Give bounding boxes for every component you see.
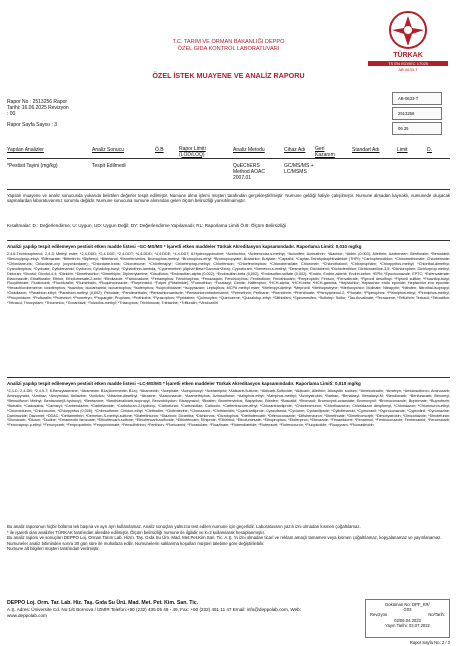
table-row (7, 163, 450, 185)
footer-address: A.Ş. Adres: Üniversite Cd. No:1/6 Bornova / İZMİR Telefon:+90 (232) 435 05 48 - 49, Fax: +90 (232) 461 11 47 Email: info@deppolab.com, Web: www.deppolab.com (7, 606, 301, 618)
divider (7, 189, 450, 190)
rev-date: 02/06.04.2023 (394, 617, 421, 623)
accreditation-boxes (392, 92, 442, 137)
rev-no: No/Tarih: (428, 612, 445, 618)
accred-box-3: 06.25 (392, 122, 442, 135)
report-pages: Rapor Sayfa Sayısı : 3 (7, 121, 58, 128)
footer-firm: DEPPO Loj. Orm. Tar. Lab. Hiz. Taş. Gıda Su Ürü. Mad. Met. Pet. Kim. San. Tic. (7, 600, 199, 606)
note-1: Bu analiz raporunun hiçbir bölümü tek başına ve ayrı ayrı kullanılamaz. Analiz sonuçları yalnızca test edilen numune için geçerlidir. Laboratuvarın yazılı izni olmadan kısmen çoğaltılamaz. (7, 524, 361, 529)
logo-name: TÜRKAK (393, 52, 423, 59)
col-recovery: Geri Kazanım (315, 146, 335, 158)
row-name: *Pestisit Tayini (mg/kg) (7, 163, 58, 169)
row-device: GC/MS/MS + LC/MSMS (284, 163, 314, 175)
gc-list-text: 2,4,6-Trichlorophenol; 2,4-D Methyl ester; *2,4-DDD; *2,4-DDE; *2,4-DDT; *4,4-DDD; *4,4-DDE; *4,4-DDT; 8-Hydroxyquinoline; *Acetochlor; *Acibenzolar-s-methyl; *Aclonifen; Acrinathrin; *Alachlor; *Aldrin (0,003); Allethrin; Azobenzen; Benfluralin; *Benodanil; *Benzoylprop-ethyl; *Bifenazate; *Bifenthrin; *Biphenyl; *Bitertanol; *Bromfenvinfos; Bromophos-methyl; *Bromophos-ethyl; *Bromopropylate; Butachlor; Butylate; *Captafol; *Captan-Tetrahydrophthalimide (THPI); *Carbophenothion; *Chinomethionate; Chlorbenside; *Chlordane-cis; Chlordane-oxy (oxychlordane); *Chlordane-trans; Chlordecone; *Chlorfenapyr; Chlorfenprop-methyl; Chlorfenson; *Chlorfenvinphos; *Chlorobenzilate; Chloroneb; *Chlorothalonil; *Chlorpropham; *Chlorpyrifos-methyl; *Chlorthal-dimethyl; Cyanofenphos; *Cycloate; Cyflufenamid; Cycluron; Cyhalofop-butyl; *Cyhalothrin-lambda; *Cypermethrin (Alpha+Beta+Gamma+Zeta); Cyprofuram; *Demeton-s-methyl; *Desmetryn; Dichlobenil; *Dichlofenthion; Dichloroaniline-3,5; *Dichlorophen; Dichlorprop-methyl; Dicloran; *Dicofol; Dicofol-4,4; *Dieldrin; *Dimethachlor; *Dimethipin; Diphenylamine; *Disulfoton; *Endosulfan-alpha (0,002); *Endosulfan-beta (0,002); *Endosulfan-sulfate (0,002); *Endrin; Endrin-aldehit; Endrin-keton; *EPN; *Epoxiconazole; EPTC; *Esfenvalerate; Etaconazole; Ethalfluralin; Ethion; Ethofumesate-2-keto; *Etridiazole; *Famoxadone; *Fenamiphos; Fenchlorphos; *Fenazaquin; Fenchlorphos; Fenitrothion; Fenothiocarb; *Fenpropidin; Fenson; *Fenvalerate; *Fipronil desulfinyl; *Fipronil sulfide; *Fluazifop-butyl; Flucythrinate; Fludioxonil; *Fluchloralin; *Flumetralin; *Fluquinconazole; *Flurprimidol; *Folpet (Phtalimide); *Formothion; *Furalaxyl; Genite; Halfenprox; *HCH-alpha; *HCH-beta; *HCH-gamma; *Heptachlor; Heptachlor endo epoxide; Heptachlor exo epoxide; *Hexachlorobenzene; Iodofenphos; *Isazofos; Isocarbamid; Isocarbophos; *Isofenphos; *Isoprothiolane; *Isopyrazam; Leptophos; MCPA methyl ester; *Mefenpyr-diethyl; *Mepronil; *Methoprotryne; *Methoxychlor; Molinate; Nitrapyrin; *Nitrofen; Nitrothal-isopropyl; *Oxadiazon; *Parathion-ethyl; *Parathion-methyl (0,002); Pebulate; *Pendimethalin; *Pentachloroanisole; *Pentachloronitrobenzene; *Permethrin; Perthane; *Phenothrin; *Phenthoate; *Phenylphenol-2; *Phorate; *Piperophos; *Pirimiphos-ethyl; *Pirimiphos-methyl; *Procymidone; *Profluralin; *Prometon; *Prometryn; *Propargite; Propham; *Prothiofos; *Pyrazophos; *Pyridaben; *Quinoxyfen; *Quintozene; *Quizalofop-ethyl; *Silthiofam; *Spiromesifen; *Sulfotep; Sulfur; *Tau-fluvalinate; *Tecnazene; *Tefluthrin; Terbacil; *Tetradifon; *Tetrasul; Thiocyclam; *Thiometon; *Tiocarbazil; *Tolclofos-methyl; *Triazophos; Trichloronat; Trietazine; *Trifluralin; *Vinclozolin (7, 252, 450, 306)
note-3: Bu analiz raporu ve sonuçları DEPPO Loj. Orman Tarım Lab. Hizm. Taş. Gıda Su Ürn. Mad. Met.Pet.Kim.San. Tic. A.Ş. 'in izni olmadan ticari ve reklam amaçlı tamamen veya kısmen çoğaltılamaz, kopyalanamaz ve yayınlanamaz. (7, 535, 442, 541)
report-info (7, 99, 69, 128)
document-info-box (365, 599, 450, 638)
turkak-emblem-icon (368, 8, 448, 68)
col-standard: Standart Adı (352, 147, 380, 153)
row-result: Tespit Edilmedi (92, 163, 126, 169)
rev-label: Revizyon (370, 612, 388, 618)
report-rev: : 00 (7, 111, 16, 118)
turkak-logo (368, 8, 448, 88)
col-limit: Rapor Limiti (LOD/LOQ) (179, 146, 206, 158)
col-result: Analiz Sonucu (92, 147, 124, 153)
divider (7, 377, 450, 378)
divider (7, 240, 450, 241)
doc-code: G03 (403, 607, 412, 613)
header-line-1: T.C. TARIM VE ORMAN BAKANLIĞI DEPPO (172, 39, 285, 45)
notes (7, 524, 450, 552)
col-ob: Ö.B (155, 147, 164, 153)
note-2: * ile işaretli olan analizler TÜRKAK tarafından akredite edilmiştir. Ölçüm belirsizliği numune ile ilgilidir ve k=2 kullanılarak hesaplanmıştır. (7, 529, 265, 535)
lc-list-text: *2,4-D; 2,4-DB; *2,4,5-T; 6-Benzyladenine; *Abamectin B1a(Avermectin B1a); *Abamectin; *Acephate; *Acequinocyl; *Acetamiprid; *Aldicarb-Sulfone; *Aldicarb-Sulfoxide; *Aldicarb; Allethrin; Allosyclin sodium; *Ametoctradin; *Ametryn; *Amidosulfuron; Aminocarb; Aminopyralid; *Amitraz; *Ancymidol; Anilazine; *Anilofos; *Atrazine-desethyl; *Atrazine; *Azaconazole; *Azamethiphos; Azimsulfuron; *Azinphos-ethyl; *Azinphos-methyl; *Azoxystrobin; *Barban; *Benalaxyl; Benalaxyl-M; *Bendiocarb; *Benfuracarb; Benomyl; *Bensulfuron Methyl; Bentazone(8-hydroxy); *Bentazone; *Benthiavalicarb-isopropyl; Benzobicyclon; Bixapyrazol; *Bixafen; Bromfenvinfos; Bispyribac; Bixafen; *Boscalid; *Bromacil; Bromoxynil-octanoate; Bromoxynil; *Bromuconazole; Bupirimate; *Buprofezin; *Butralin; *Cadusafos; *Carbaryl; *Carbendazim; *Carbetamide; *Carbofuran-3-Hydroxy; *Carbofuran; *Carbosulfan; Carboxin; *Carfentrazone-ethyl; *Chlorantraniliprole; *Chlorbromuron; *Chlorfluazuron; Chloridazon desphenyl; *Chloridazon; *Chlorimuron-ethyl; *Chlorotoluron; *Chloroxuron; *Chlorpyrifos (0,005); *Chlorsulfuron; Cinidon-ethyl; *Clethodim; *Clofentezine; *Clomazone; *Clothianidin; *Cyantraniliprole; Cyazofamid; *Cycluron; Cyclaniliprole; *Cyflufenamid; *Cymoxanil; *Cyproconazole; *Cyprodinil; *Cyromazine; Daminozide; Dazomet; *DDAC; *Deltamethrin; *Demeton-S-methyl-sulfone; *Diafenthiuron; *Diazinon; Dicamba; *Dichlorvos; *Dicrotophos; *Diethofencarb; *Difenoconazole; *Diflubenzuron; *Dimethoate; *Dimethomorph; *Dimoxystrobin; *Diniconazole; *Dinotefuran; *Dioxacarb; *Diuron; *Dodine; *Emamectin benzoate; *Ethiofencarb-sulfone; *Ethiofencarb-sulfoxide; *Ethiofencarb; Ethiprole; *Ethirimol; *Ethofumesate; *Ethoprophos; *Etofenprox; *Etoxazole; *Fenamidone; *Fenarimol; *Fenbuconazole; Fenhexamid; *Fenobucarb; *Fenoxaprop-p-ethyl; *Fenoxycarb; *Fenpropathrin; *Fenpyroximate; *Fensulfothion; *Fenthion; *Flonicamid; *Florasulam; *Fluazinam; *Flubendiamide; *Flufenacet; *Flufenoxuron; *Fluopicolide; *Fluopyram; *Fluoxastrobin (7, 389, 450, 428)
abbrev-text: Kısaltmalar: D.: Değerlendirme; U: Uygun, UD: Uygun Değil; DY: Değerlendirme Yapılamadı; RL: Raporlama Limiti Ö.B: Ölçüm Belirsizliği (7, 223, 286, 228)
accred-box-2: 2513256 (392, 107, 442, 120)
intro-text: Yapılan muayene ve analiz sonucunda yukarıda belirtilen değerler tespit edilmiştir. Numune alma işlemi müşteri tarafından gerçekleştirilmiştir. Numune geldiği haliyle çalışılmıştır. Numune almadan kaynaklı, numunede oluşacak sapmalardan laboratuvarımız sorumlu değildir. Numune sonucuna numune alımından gelen ölçüm belirsizliği yansıtılmamıştır. (7, 193, 450, 204)
col-device: Cihaz Adı (284, 147, 306, 153)
report-date: Tarihi: 16.06.2025 Revizyon (7, 105, 69, 112)
col-analyses: Yapılan Analizler (7, 147, 44, 153)
logo-standard: TS EN ISO/IEC 17025 (368, 61, 448, 66)
gc-list-title: Analizi yapılıp tespit edilemeyen pestisit etken madde listesi –GC-MS/MS * İşaretli etken maddeler Türkak Akreditasyon kapsamındadır. Raporlama Limiti: 0,010 mg/kg (7, 244, 362, 249)
logo-code: AB-0633-T (398, 67, 418, 72)
report-title: ÖZEL İSTEK MUAYENE VE ANALİZ RAPORU (152, 71, 305, 80)
pub-date: Yayın Tarihi: 03.07.2022 (385, 622, 430, 628)
col-d: D. (427, 147, 432, 153)
accred-box-1: AB-0633-T (392, 92, 442, 105)
doc-no: Doküman No: DPF_KR/ (385, 602, 430, 607)
row-method: QuEChERS Method AOAC 2007.01 (233, 163, 265, 181)
footer (7, 601, 337, 618)
note-4: Numuneler analiz bitiminden sonra 30 gün süre ile muhafaza edilir. Numunelerin saklanma koşulları müşteri talebine göre değiştirilebilir. (7, 540, 265, 546)
report-no: Rapor No : 2513256 Rapor (7, 99, 68, 105)
col-limit2: Limit (397, 147, 408, 153)
header-line-2: ÖZEL GIDA KONTROL LABORATUVARI (177, 46, 280, 52)
abbreviations (7, 223, 450, 228)
results-table-header (7, 147, 450, 159)
note-5: Numune alt bilgileri müşteri tarafından verilmiştir. (7, 546, 100, 552)
lc-list-title: Analizi yapılıp tespit edilemeyen pestisit etken madde listesi –LC-MS/MS * İşaretli etken maddeler Türkak Akreditasyon kapsamındadır. Raporlama Limiti: 0,010 mg/kg (7, 381, 361, 386)
col-method: Analiz Metodu (233, 147, 265, 153)
page-number: Rapor Sayfa No: 2 / 3 (409, 640, 450, 645)
